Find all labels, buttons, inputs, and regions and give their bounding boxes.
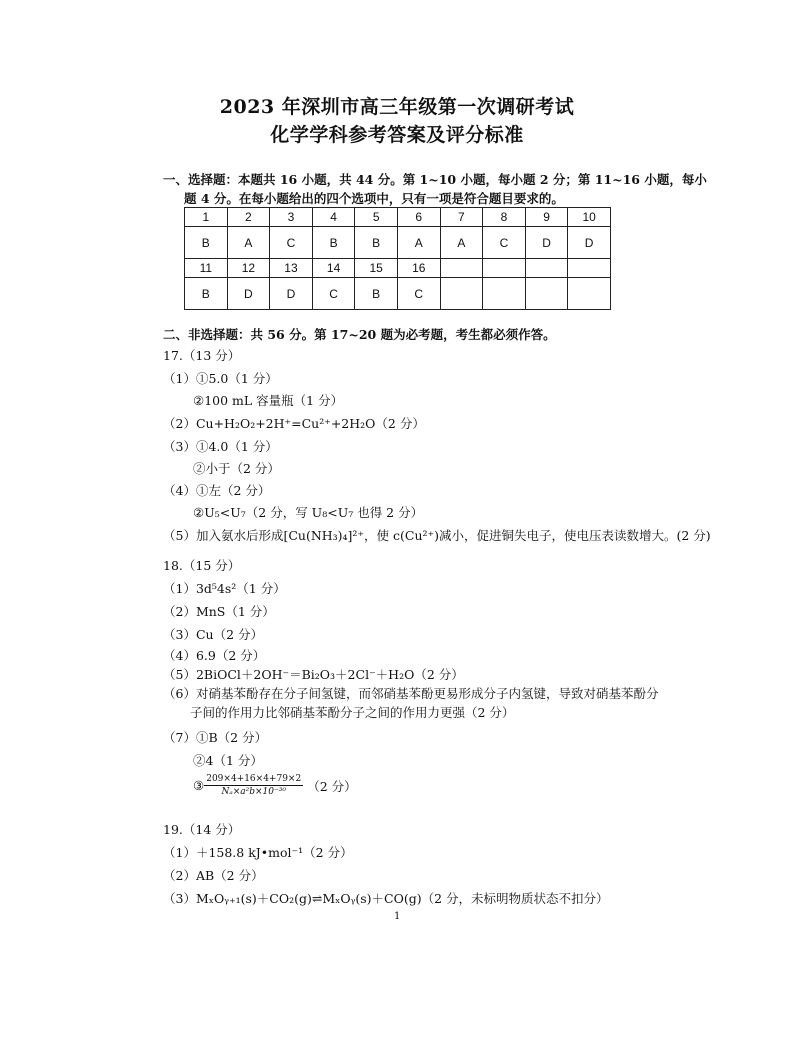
answer-table xyxy=(184,207,611,310)
answer-table-number-cell: 14 xyxy=(312,259,355,278)
answer-table-answer-cell: C xyxy=(483,227,526,259)
answer-table-answer-cell: C xyxy=(312,278,355,310)
q18-line: （6）对硝基苯酚存在分子间氢键，而邻硝基苯酚更易形成分子内氢键，导致对硝基苯酚分 xyxy=(163,686,659,701)
section1-heading: 一、选择题：本题共 16 小题，共 44 分。第 1~10 小题，每小题 2 分；第 11~16 小题，每小 xyxy=(163,172,707,187)
answer-table-answer-cell: B xyxy=(312,227,355,259)
fraction-numerator: 209×4+16×4+79×2 xyxy=(206,774,302,784)
answer-table-number-cell: 4 xyxy=(312,208,355,227)
fraction-denominator: Nₐ×a²b×10⁻³⁰ xyxy=(221,787,286,797)
answer-table-number-cell: 12 xyxy=(227,259,270,278)
answer-table-answer-cell xyxy=(440,278,483,310)
answer-table-answer-cell: A xyxy=(397,227,440,259)
q18-line: ②4（1 分） xyxy=(193,753,263,768)
q18-line: （3）Cu（2 分） xyxy=(163,627,263,642)
answer-table-answer-cell xyxy=(525,278,568,310)
q18-line: （7）①B（2 分） xyxy=(163,730,268,745)
q17-line: ②小于（2 分） xyxy=(193,461,280,476)
answer-table-number-cell: 2 xyxy=(227,208,270,227)
q17-line: （3）①4.0（1 分） xyxy=(163,439,278,454)
answer-table-answer-cell: B xyxy=(185,227,228,259)
answer-table-row xyxy=(185,259,611,278)
q17-line: ②100 mL 容量瓶（1 分） xyxy=(193,393,344,408)
answer-table-answer-cell: C xyxy=(397,278,440,310)
q17-title: 17.（13 分） xyxy=(163,348,241,363)
q18-title: 18.（15 分） xyxy=(163,558,241,573)
answer-table-answer-cell: A xyxy=(440,227,483,259)
answer-table-number-cell: 11 xyxy=(185,259,228,278)
q18-line: （1）3d⁵4s²（1 分） xyxy=(163,581,286,596)
page-subtitle: 化学学科参考答案及评分标准 xyxy=(270,124,524,146)
answer-table-answer-cell: B xyxy=(355,278,398,310)
page-number: 1 xyxy=(394,911,401,922)
answer-table-number-cell: 13 xyxy=(270,259,313,278)
q18-line: （5）2BiOCl＋2OH⁻＝Bi₂O₃＋2Cl⁻＋H₂O（2 分） xyxy=(163,667,464,682)
q19-line: （2）AB（2 分） xyxy=(163,868,264,883)
q18-line: （4）6.9（2 分） xyxy=(163,648,266,663)
answer-table-number-cell: 7 xyxy=(440,208,483,227)
answer-table-number-cell: 10 xyxy=(568,208,611,227)
q19-title: 19.（14 分） xyxy=(163,822,241,837)
section2-heading: 二、非选择题：共 56 分。第 17~20 题为必考题，考生都必须作答。 xyxy=(163,327,556,342)
answer-table-number-cell: 6 xyxy=(397,208,440,227)
q19-line: （3）MₓOᵧ₊₁(s)＋CO₂(g)⇌MₓOᵧ(s)＋CO(g)（2 分，未标明物质状态不扣分） xyxy=(163,891,609,906)
answer-table-answer-cell: B xyxy=(355,227,398,259)
answer-table-row xyxy=(185,208,611,227)
page-title: 2023 年深圳市高三年级第一次调研考试 xyxy=(219,96,575,118)
section1-heading-cont: 题 4 分。在每小题给出的四个选项中，只有一项是符合题目要求的。 xyxy=(184,191,564,206)
answer-table-number-cell: 8 xyxy=(483,208,526,227)
answer-table-answer-cell xyxy=(483,278,526,310)
answer-table-answer-cell: D xyxy=(270,278,313,310)
formula-prefix: ③ xyxy=(193,778,205,793)
q17-line: （5）加入氨水后形成[Cu(NH₃)₄]²⁺，使 c(Cu²⁺)减小，促进铜失电子，使电压表读数增大。(2 分) xyxy=(163,528,711,543)
density-formula xyxy=(193,774,357,797)
answer-table-answer-cell xyxy=(568,278,611,310)
answer-table-number-cell xyxy=(568,259,611,278)
answer-table-answer-cell: D xyxy=(568,227,611,259)
answer-table-row xyxy=(185,227,611,259)
answer-table-answer-cell: C xyxy=(270,227,313,259)
q18-line: 子间的作用力比邻硝基苯酚分子之间的作用力更强（2 分） xyxy=(190,705,515,720)
answer-table-answer-cell: A xyxy=(227,227,270,259)
q18-line: （2）MnS（1 分） xyxy=(163,604,275,619)
answer-table-number-cell xyxy=(440,259,483,278)
q17-line: （4）①左（2 分） xyxy=(163,483,271,498)
answer-table-row xyxy=(185,278,611,310)
formula-score: （2 分） xyxy=(307,778,357,794)
answer-table-number-cell: 3 xyxy=(270,208,313,227)
answer-table-number-cell: 9 xyxy=(525,208,568,227)
answer-table-number-cell xyxy=(483,259,526,278)
answer-table-number-cell xyxy=(525,259,568,278)
q17-line: ②U₅<U₇（2 分，写 U₈<U₇ 也得 2 分） xyxy=(193,505,424,520)
answer-table-number-cell: 5 xyxy=(355,208,398,227)
q17-line: （2）Cu+H₂O₂+2H⁺=Cu²⁺+2H₂O（2 分） xyxy=(163,416,425,431)
q19-line: （1）＋158.8 kJ•mol⁻¹（2 分） xyxy=(163,845,353,860)
answer-table-number-cell: 15 xyxy=(355,259,398,278)
answer-table-answer-cell: D xyxy=(227,278,270,310)
fraction xyxy=(204,774,303,797)
answer-table-answer-cell: B xyxy=(185,278,228,310)
q17-line: （1）①5.0（1 分） xyxy=(163,371,278,386)
answer-table-number-cell: 1 xyxy=(185,208,228,227)
answer-table-answer-cell: D xyxy=(525,227,568,259)
answer-table-number-cell: 16 xyxy=(397,259,440,278)
